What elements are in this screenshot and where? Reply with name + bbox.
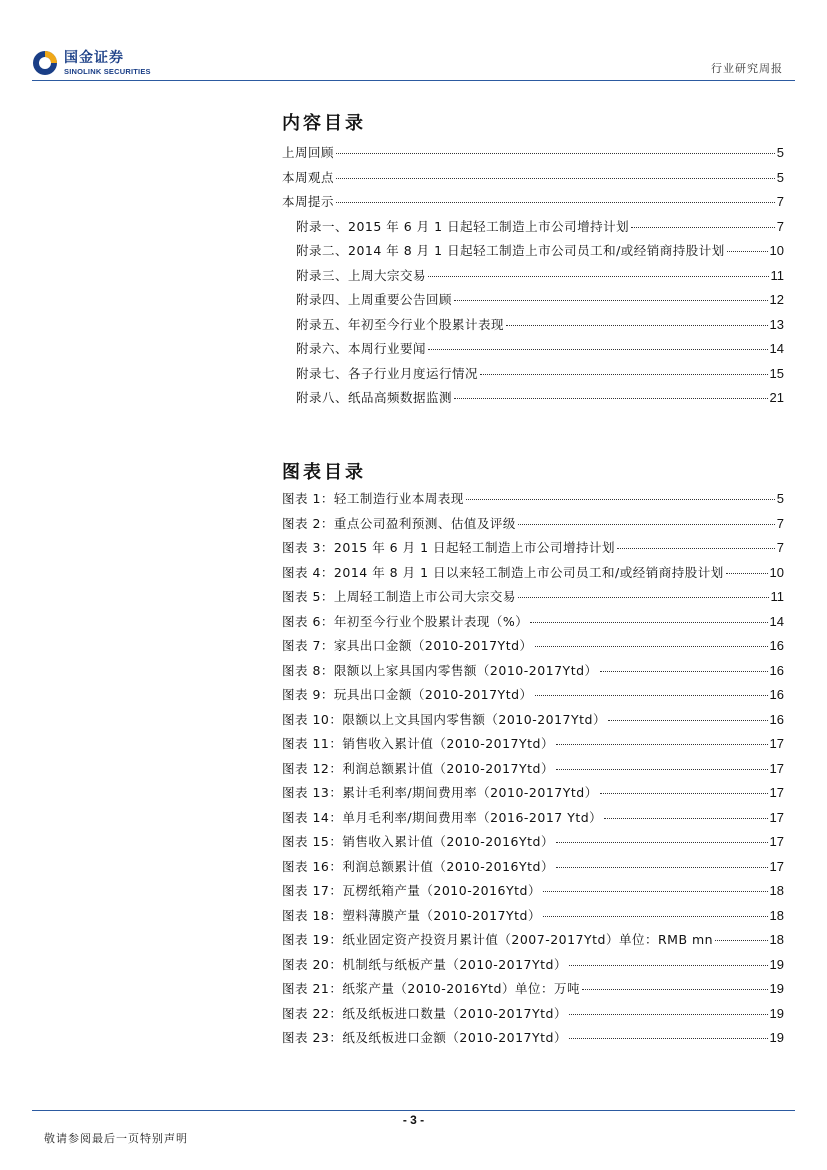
figure-entry-page: 17 bbox=[769, 834, 784, 849]
contents-entry[interactable] bbox=[282, 339, 784, 364]
figure-entry[interactable] bbox=[282, 808, 784, 833]
figure-entry-page: 19 bbox=[769, 1030, 784, 1045]
logo-chinese-name: 国金证券 bbox=[64, 49, 124, 66]
dot-leader bbox=[543, 916, 768, 917]
contents-entry-title: 附录三、上周大宗交易 bbox=[296, 267, 427, 283]
contents-entry[interactable] bbox=[282, 168, 784, 193]
dot-leader bbox=[569, 965, 768, 966]
figure-entry-page: 17 bbox=[769, 858, 784, 874]
contents-entry-title: 本周观点 bbox=[282, 169, 335, 185]
page-number: - 3 - bbox=[402, 1113, 425, 1127]
figure-entry-page: 16 bbox=[769, 711, 784, 727]
figure-entry-title: 图表 21：纸浆产量（2010-2016Ytd）单位：万吨 bbox=[282, 981, 580, 996]
figure-entry-title: 图表 13：累计毛利率/期间费用率（2010-2017Ytd） bbox=[282, 785, 598, 800]
dot-leader bbox=[454, 398, 768, 399]
figure-entry[interactable] bbox=[282, 612, 784, 637]
dot-leader bbox=[556, 867, 768, 868]
dot-leader bbox=[582, 989, 768, 990]
report-type-label: 行业研究周报 bbox=[711, 62, 783, 75]
figure-entry-page: 16 bbox=[769, 638, 784, 653]
contents-entry-title: 上周回顾 bbox=[282, 145, 335, 160]
dot-leader bbox=[727, 251, 768, 252]
figure-entry-title: 图表 6：年初至今行业个股累计表现（%） bbox=[282, 613, 529, 629]
contents-entry-title: 附录七、各子行业月度运行情况 bbox=[296, 365, 479, 381]
figure-entry-title: 图表 8：限额以上家具国内零售额（2010-2017Ytd） bbox=[282, 662, 598, 678]
dot-leader bbox=[535, 695, 768, 696]
dot-leader bbox=[506, 325, 768, 326]
figure-entry[interactable] bbox=[282, 661, 784, 686]
figure-entry[interactable] bbox=[282, 514, 784, 539]
figure-entry[interactable] bbox=[282, 881, 784, 906]
header-divider bbox=[32, 80, 795, 81]
figure-entry[interactable] bbox=[282, 783, 784, 808]
figure-entry[interactable] bbox=[282, 979, 784, 1004]
dot-leader bbox=[518, 597, 769, 598]
dot-leader bbox=[336, 202, 775, 203]
figure-entry-title: 图表 1：轻工制造行业本周表现 bbox=[282, 491, 464, 506]
figure-entry-title: 图表 4：2014 年 8 月 1 日以来轻工制造上市公司员工和/或经销商持股计划 bbox=[282, 564, 724, 580]
figure-entry-page: 18 bbox=[769, 907, 784, 923]
figure-entry[interactable] bbox=[282, 930, 784, 955]
figure-entry-title: 图表 10：限额以上文具国内零售额（2010-2017Ytd） bbox=[282, 711, 606, 727]
dot-leader bbox=[617, 548, 775, 549]
contents-entry-title: 附录六、本周行业要闻 bbox=[296, 341, 427, 356]
figure-entry-page: 7 bbox=[776, 540, 784, 555]
figure-entry[interactable] bbox=[282, 685, 784, 710]
figure-entry-page: 7 bbox=[776, 515, 784, 531]
figure-entry[interactable] bbox=[282, 587, 784, 612]
figure-entry-title: 图表 18：塑料薄膜产量（2010-2017Ytd） bbox=[282, 907, 541, 923]
figures-title: 图表目录 bbox=[282, 462, 366, 483]
figure-entry[interactable] bbox=[282, 489, 784, 514]
dot-leader bbox=[466, 499, 775, 500]
dot-leader bbox=[530, 622, 767, 623]
figure-entry-title: 图表 2：重点公司盈利预测、估值及评级 bbox=[282, 515, 516, 531]
figure-entry[interactable] bbox=[282, 538, 784, 563]
contents-entry-page: 14 bbox=[769, 341, 784, 356]
figure-entry-title: 图表 7：家具出口金额（2010-2017Ytd） bbox=[282, 638, 533, 653]
figure-entry-page: 18 bbox=[769, 932, 784, 947]
figure-entry[interactable] bbox=[282, 857, 784, 882]
sinolink-logo-icon bbox=[32, 50, 58, 76]
figure-entry-title: 图表 12：利润总额累计值（2010-2017Ytd） bbox=[282, 760, 554, 776]
figure-entry[interactable] bbox=[282, 710, 784, 735]
contents-entry-page: 10 bbox=[769, 243, 784, 258]
dot-leader bbox=[556, 842, 768, 843]
figure-entry-title: 图表 9：玩具出口金额（2010-2017Ytd） bbox=[282, 687, 533, 702]
figure-entry-page: 19 bbox=[769, 981, 784, 996]
figure-entry-page: 17 bbox=[769, 785, 784, 800]
figure-entry-title: 图表 15：销售收入累计值（2010-2016Ytd） bbox=[282, 834, 554, 849]
contents-entry-page: 12 bbox=[769, 292, 784, 307]
figure-entry[interactable] bbox=[282, 636, 784, 661]
contents-entry[interactable] bbox=[282, 192, 784, 217]
dot-leader bbox=[428, 276, 768, 277]
dot-leader bbox=[600, 671, 768, 672]
figure-entry-title: 图表 19：纸业固定资产投资月累计值（2007-2017Ytd）单位：RMB mn bbox=[282, 932, 714, 947]
figure-entry-page: 17 bbox=[769, 760, 784, 776]
dot-leader bbox=[569, 1038, 768, 1039]
dot-leader bbox=[336, 178, 775, 179]
disclaimer-note: 敬请参阅最后一页特别声明 bbox=[44, 1132, 188, 1145]
dot-leader bbox=[454, 300, 768, 301]
figure-entry[interactable] bbox=[282, 1004, 784, 1029]
figure-entry-page: 19 bbox=[769, 1005, 784, 1021]
contents-entry-title: 附录二、2014 年 8 月 1 日起轻工制造上市公司员工和/或经销商持股计划 bbox=[296, 243, 725, 258]
dot-leader bbox=[336, 153, 775, 154]
figure-entry[interactable] bbox=[282, 832, 784, 857]
dot-leader bbox=[535, 646, 768, 647]
logo-english-name: SINOLINK SECURITIES bbox=[64, 66, 151, 76]
figure-entry-title: 图表 11：销售收入累计值（2010-2017Ytd） bbox=[282, 736, 554, 751]
contents-title: 内容目录 bbox=[282, 113, 366, 134]
contents-entry[interactable] bbox=[282, 315, 784, 340]
contents-entry-title: 本周提示 bbox=[282, 194, 335, 209]
figure-entry-title: 图表 16：利润总额累计值（2010-2016Ytd） bbox=[282, 858, 554, 874]
figure-entry-page: 18 bbox=[769, 883, 784, 898]
figure-entry[interactable] bbox=[282, 734, 784, 759]
figure-entry[interactable] bbox=[282, 1028, 784, 1053]
contents-entry-title: 附录四、上周重要公告回顾 bbox=[296, 292, 453, 307]
dot-leader bbox=[428, 349, 768, 350]
contents-entry-title: 附录一、2015 年 6 月 1 日起轻工制造上市公司增持计划 bbox=[296, 218, 630, 234]
contents-entry-page: 7 bbox=[776, 194, 784, 209]
contents-entry-title: 附录八、纸品高频数据监测 bbox=[296, 390, 453, 405]
figures-list bbox=[282, 489, 784, 1053]
dot-leader bbox=[556, 744, 768, 745]
contents-entry-title: 附录五、年初至今行业个股累计表现 bbox=[296, 316, 505, 332]
dot-leader bbox=[518, 524, 775, 525]
contents-entry-page: 5 bbox=[776, 145, 784, 160]
contents-entry[interactable] bbox=[282, 266, 784, 291]
figure-entry-page: 17 bbox=[769, 809, 784, 825]
dot-leader bbox=[543, 891, 768, 892]
contents-entry[interactable] bbox=[282, 217, 784, 242]
contents-entry-page: 15 bbox=[769, 365, 784, 381]
figure-entry-page: 17 bbox=[769, 736, 784, 751]
contents-entry-page: 11 bbox=[770, 267, 784, 283]
figure-entry-page: 10 bbox=[769, 564, 784, 580]
company-logo bbox=[32, 46, 151, 80]
dot-leader bbox=[604, 818, 767, 819]
figure-entry[interactable] bbox=[282, 955, 784, 980]
figure-entry-title: 图表 23：纸及纸板进口金额（2010-2017Ytd） bbox=[282, 1030, 567, 1045]
contents-entry[interactable] bbox=[282, 388, 784, 413]
figure-entry-page: 19 bbox=[769, 956, 784, 972]
dot-leader bbox=[608, 720, 768, 721]
contents-entry[interactable] bbox=[282, 364, 784, 389]
figure-entry[interactable] bbox=[282, 906, 784, 931]
figure-entry-page: 14 bbox=[769, 613, 784, 629]
contents-list bbox=[282, 143, 784, 413]
contents-entry-page: 7 bbox=[776, 218, 784, 234]
contents-entry[interactable] bbox=[282, 290, 784, 315]
footer-divider bbox=[32, 1110, 795, 1111]
dot-leader bbox=[726, 573, 768, 574]
dot-leader bbox=[480, 374, 768, 375]
dot-leader bbox=[569, 1014, 768, 1015]
figure-entry[interactable] bbox=[282, 759, 784, 784]
figure-entry-title: 图表 14：单月毛利率/期间费用率（2016-2017 Ytd） bbox=[282, 809, 603, 825]
figure-entry-title: 图表 3：2015 年 6 月 1 日起轻工制造上市公司增持计划 bbox=[282, 540, 616, 555]
figure-entry-title: 图表 17：瓦楞纸箱产量（2010-2016Ytd） bbox=[282, 883, 541, 898]
figure-entry-page: 16 bbox=[769, 687, 784, 702]
figure-entry-title: 图表 5：上周轻工制造上市公司大宗交易 bbox=[282, 589, 516, 604]
contents-entry-page: 13 bbox=[769, 316, 784, 332]
figure-entry-page: 11 bbox=[770, 589, 784, 604]
figure-entry-page: 5 bbox=[776, 491, 784, 506]
dot-leader bbox=[715, 940, 767, 941]
contents-entry-page: 21 bbox=[769, 390, 784, 405]
dot-leader bbox=[631, 227, 775, 228]
dot-leader bbox=[600, 793, 768, 794]
figure-entry-title: 图表 22：纸及纸板进口数量（2010-2017Ytd） bbox=[282, 1005, 567, 1021]
figure-entry-page: 16 bbox=[769, 662, 784, 678]
contents-entry[interactable] bbox=[282, 143, 784, 168]
contents-entry[interactable] bbox=[282, 241, 784, 266]
figure-entry-title: 图表 20：机制纸与纸板产量（2010-2017Ytd） bbox=[282, 956, 567, 972]
figure-entry[interactable] bbox=[282, 563, 784, 588]
contents-entry-page: 5 bbox=[776, 169, 784, 185]
dot-leader bbox=[556, 769, 768, 770]
